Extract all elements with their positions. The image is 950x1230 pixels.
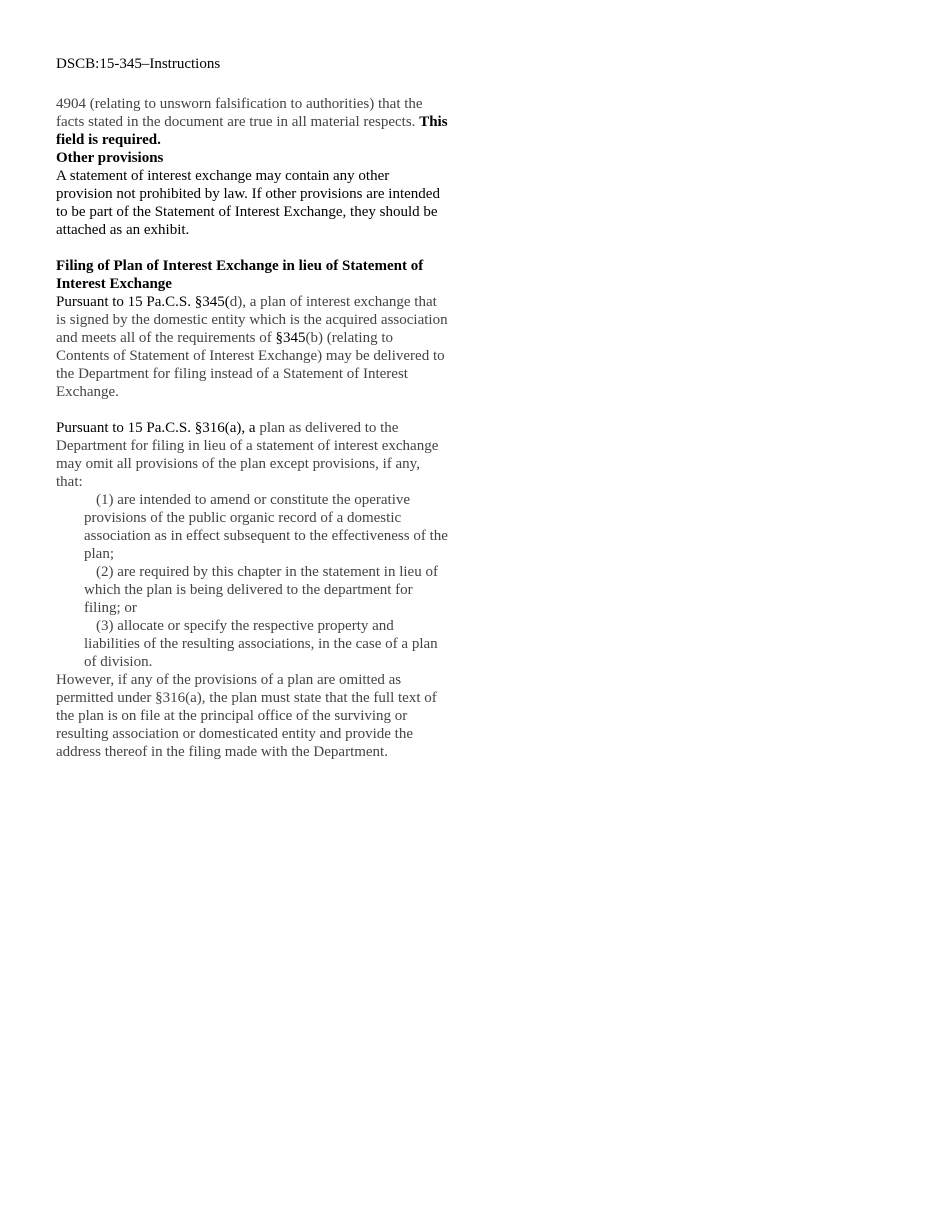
- other-provisions-heading: Other provisions: [56, 150, 164, 166]
- spacer: [56, 239, 448, 257]
- filing-316-text: plan as delivered to the Department for filing in lieu of a statement of interest exchange may omit all provisions of the plan except provisions, if any, that:: [56, 420, 439, 490]
- other-provisions-text: A statement of interest exchange may contain any other provision not prohibited by law. If other provisions are intended to be part of the Statement of Interest Exchange, they should be attached as an exhibit.: [56, 168, 440, 238]
- citation-345-lead: Pursuant to 15 Pa.C.S. §345(: [56, 294, 230, 310]
- unsworn-paragraph: [56, 95, 448, 149]
- provision-item-2: (2) are required by this chapter in the statement in lieu of which the plan is being delivered to the department for filing; or: [84, 564, 438, 616]
- filing-plan-heading: Filing of Plan of Interest Exchange in lieu of Statement of Interest Exchange: [56, 258, 424, 292]
- filing-paragraph-345: [56, 293, 448, 401]
- document-id-header: DSCB:15-345–Instructions: [56, 56, 221, 72]
- citation-345-ref: §345: [275, 330, 306, 346]
- required-note: This field is required.: [56, 114, 448, 148]
- provision-item-1: (1) are intended to amend or constitute the operative provisions of the public organic record of a domestic association as in effect subsequent to the effectiveness of the plan;: [84, 492, 448, 562]
- unsworn-text: 4904 (relating to unsworn falsification to authorities) that the facts stated in the document are true in all material respects.: [56, 96, 423, 130]
- instructions-column: [56, 95, 448, 761]
- provision-item-3: (3) allocate or specify the respective property and liabilities of the resulting associations, in the case of a plan of division.: [84, 618, 438, 670]
- filing-paragraph-316: [56, 419, 448, 491]
- spacer: [56, 401, 448, 419]
- omitted-provisions-paragraph: However, if any of the provisions of a plan are omitted as permitted under §316(a), the plan must state that the full text of the plan is on file at the principal office of the surviving or resulting association or domesticated entity and provide the address thereof in the filing made with the Department.: [56, 672, 437, 760]
- filing-345-text: d), a plan of interest exchange that is signed by the domestic entity which is the acquired association and meets all of the requirements of: [56, 294, 448, 346]
- filing-345-rest: (b) (relating to Contents of Statement of Interest Exchange) may be delivered to the Department for filing instead of a Statement of Interest Exchange.: [56, 330, 445, 400]
- citation-316-lead: Pursuant to 15 Pa.C.S. §316(a), a: [56, 420, 256, 436]
